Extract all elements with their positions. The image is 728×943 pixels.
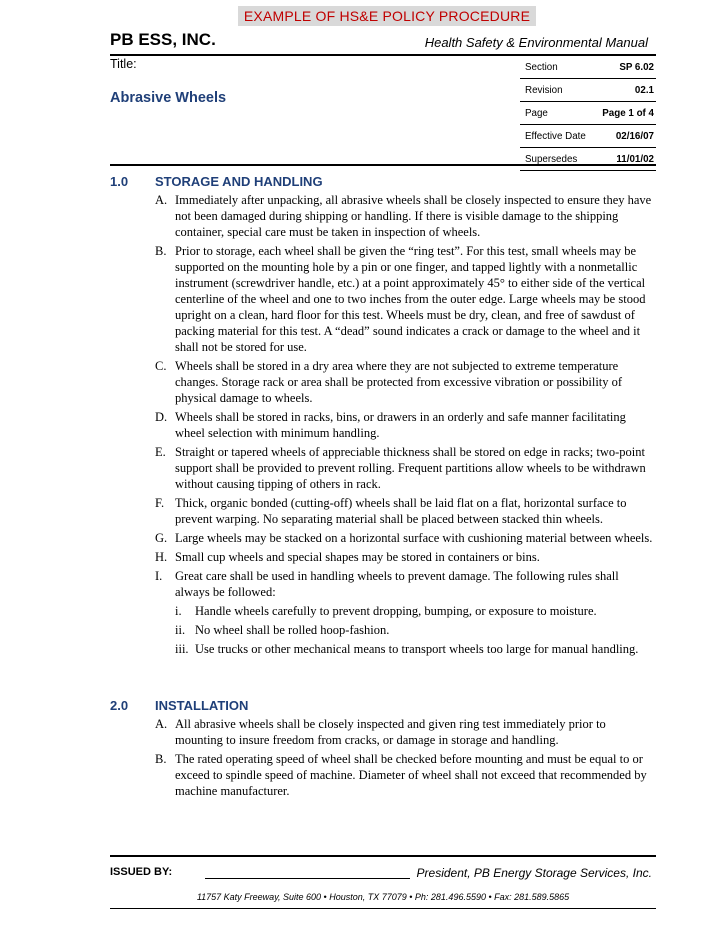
meta-row-page	[520, 102, 656, 125]
issuer-title: President, PB Energy Storage Services, Inc.	[416, 866, 652, 880]
meta-row-revision	[520, 79, 656, 102]
item-marker: B.	[155, 244, 167, 258]
list-item	[110, 409, 656, 441]
subitem-text: Handle wheels carefully to prevent dropping, bumping, or exposure to moisture.	[195, 604, 597, 618]
meta-value: 11/01/02	[616, 153, 654, 165]
list-item	[110, 358, 656, 406]
footer-bottom-rule	[110, 908, 656, 909]
subitem-text: Use trucks or other mechanical means to transport wheels too large for manual handling.	[195, 642, 639, 656]
section-number: 2.0	[110, 698, 129, 713]
list-item	[110, 751, 656, 799]
item-text: The rated operating speed of wheel shall be checked before mounting and must be equal to or exceed to spindle speed of machine. Diameter of wheel shall not exceed that recommended by machine manufacturer.	[175, 752, 647, 798]
company-name: PB ESS, INC.	[110, 30, 216, 49]
sub-list-item	[175, 641, 656, 657]
item-text: Wheels shall be stored in a dry area where they are not subjected to extreme temperature changes. Storage rack or area shall be protected from excessive vibration or possibility of physical damage to wheels.	[175, 359, 623, 405]
item-marker: D.	[155, 410, 168, 424]
meta-key: Page	[525, 107, 548, 119]
section-items	[110, 716, 656, 799]
sub-list-item	[175, 622, 656, 638]
item-marker: A.	[155, 193, 168, 207]
subitem-text: No wheel shall be rolled hoop-fashion.	[195, 623, 390, 637]
item-marker: H.	[155, 550, 168, 564]
meta-row-effective-date	[520, 125, 656, 148]
document-title: Abrasive Wheels	[110, 90, 227, 106]
item-marker: G.	[155, 531, 168, 545]
section-title: STORAGE AND HANDLING	[155, 174, 323, 189]
section-heading	[110, 174, 656, 189]
item-text: Wheels shall be stored in racks, bins, or drawers in an orderly and safe manner facilitating wheel selection with minimum handling.	[175, 410, 626, 440]
section-title: INSTALLATION	[155, 698, 249, 713]
section-number: 1.0	[110, 174, 129, 189]
list-item	[110, 495, 656, 527]
manual-name: Health Safety & Environmental Manual	[424, 35, 648, 50]
section-installation	[110, 698, 656, 802]
subitem-marker: ii.	[175, 623, 186, 637]
signature-line	[205, 878, 410, 879]
item-text: Small cup wheels and special shapes may be stored in containers or bins.	[175, 550, 540, 564]
meta-key: Supersedes	[525, 153, 578, 165]
policy-banner: EXAMPLE OF HS&E POLICY PROCEDURE	[238, 6, 536, 26]
meta-key: Revision	[525, 84, 563, 96]
item-marker: A.	[155, 717, 168, 731]
item-marker: C.	[155, 359, 167, 373]
section-storage-handling	[110, 174, 656, 660]
item-text: Immediately after unpacking, all abrasive wheels shall be closely inspected to ensure they have not been damaged during shipping or handling. If there is visible damage to the shipping container, special care must be taken in inspection of wheels.	[175, 193, 652, 239]
item-text: Large wheels may be stacked on a horizontal surface with cushioning material between wheels.	[175, 531, 653, 545]
item-text: Straight or tapered wheels of appreciable thickness shall be stored on edge in racks; two-point support shall be provided to prevent rolling. Frequent partitions allow wheels to be withdrawn without causing tipping of others in rack.	[175, 445, 646, 491]
meta-value: 02.1	[634, 84, 654, 96]
list-item	[110, 716, 656, 748]
meta-key: Section	[525, 61, 558, 73]
section-items	[110, 192, 656, 657]
item-text: Great care shall be used in handling wheels to prevent damage. The following rules shall always be followed:	[175, 569, 619, 599]
list-item	[110, 192, 656, 240]
footer-top-rule	[110, 855, 656, 857]
meta-value: SP 6.02	[619, 61, 654, 73]
item-text: All abrasive wheels shall be closely inspected and given ring test immediately prior to mounting to insure freedom from cracks, or damage in storage and handling.	[175, 717, 606, 747]
sub-list-item	[175, 603, 656, 619]
title-label: Title:	[110, 57, 137, 71]
subitem-marker: i.	[175, 604, 182, 618]
item-marker: B.	[155, 752, 167, 766]
document-meta-table	[520, 56, 656, 171]
meta-row-section	[520, 56, 656, 79]
list-item	[110, 568, 656, 657]
company-address: 11757 Katy Freeway, Suite 600 • Houston, TX 77079 • Ph: 281.496.5590 • Fax: 281.589.5865	[196, 892, 570, 902]
item-marker: E.	[155, 445, 166, 459]
item-marker: F.	[155, 496, 165, 510]
meta-value: Page 1 of 4	[602, 107, 654, 119]
item-text: Thick, organic bonded (cutting-off) wheels shall be laid flat on a flat, horizontal surface to prevent warping. No separating material shall be placed between stacked thin wheels.	[175, 496, 627, 526]
list-item	[110, 530, 656, 546]
list-item	[110, 549, 656, 565]
meta-row-supersedes	[520, 148, 656, 171]
item-text: Prior to storage, each wheel shall be given the “ring test”. For this test, small wheels may be supported on the mounting hole by a pin or one finger, and tapped lightly with a nonmetallic instrument (screwdriver handle, etc.) at a point approximately 45° to either side of the vertical centerline of the wheel and one to two inches from the outer edge. Large wheels may be stood upright on a clean, hard floor for this test. Wheels must be dry, clean, and free of sawdust of packing material for this test. A “dead” sound indicates a crack or damage to the wheel and it shall not be stored for use.	[175, 244, 646, 354]
section-heading	[110, 698, 656, 713]
issued-by-label: ISSUED BY:	[110, 866, 173, 878]
meta-value: 02/16/07	[615, 130, 654, 142]
meta-key: Effective Date	[525, 130, 586, 142]
header-bottom-rule	[110, 164, 656, 166]
list-item	[110, 444, 656, 492]
item-marker: I.	[155, 569, 163, 583]
subitem-marker: iii.	[175, 642, 189, 656]
list-item	[110, 243, 656, 355]
